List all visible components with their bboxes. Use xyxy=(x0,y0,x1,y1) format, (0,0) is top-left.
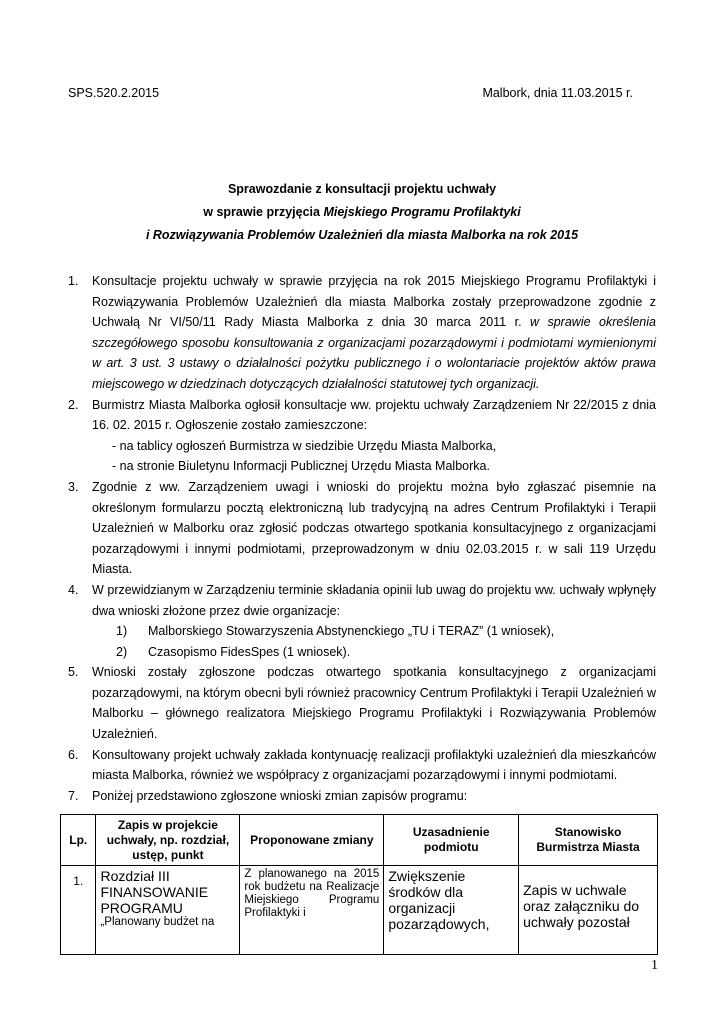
list-item: 7. Poniżej przedstawiono zgłoszone wnioski zmian zapisów programu: xyxy=(68,788,468,803)
reference-number: SPS.520.2.2015 xyxy=(68,86,160,100)
list-item: 2. Burmistrz Miasta Malborka ogłosił konsultacje ww. projektu uchwały Zarządzeniem Nr 22/2015 z dnia 16. 02. 2015 r. Ogłoszenie zostało zamieszczone: - na tablicy ogłoszeń Burmistrza w siedzibie Urzędu Miasta Malborka, - na stronie Biuletynu Informacji Publicznej Urzędu Miasta Malborka. xyxy=(60,395,656,477)
dash-item: - na stronie Biuletynu Informacji Publicznej Urzędu Miasta Malborka. xyxy=(112,459,490,474)
header-lp: Lp. xyxy=(61,815,96,866)
title-line-2: w sprawie przyjęcia Miejskiego Programu Profilaktyki xyxy=(203,205,521,219)
proposals-table xyxy=(60,814,658,955)
list-item: 3. Zgodnie z ww. Zarządzeniem uwagi i wnioski do projektu można było zgłaszać pisemnie na określonym formularzu pocztą elektroniczną lub tradycyjną na adres Centrum Profilaktyki i Terapii Uzależnień w Malborku oraz zgłosić podczas otwartego spotkania konsultacyjnego z organizacjami pozarządowymi i innymi podmiotami, przeprowadzonym w dniu 02.03.2015 r. w sali 119 Urzędu Miasta. xyxy=(68,479,656,577)
cell-zmiany: Z planowanego na 2015 rok budżetu na Realizacje Miejskiego Programu Profilaktyki i xyxy=(240,866,384,955)
cell-lp: 1. xyxy=(61,866,96,955)
sub-item: 1) Malborskiego Stowarzyszenia Abstynenckiego „TU i TERAZ” (1 wniosek), xyxy=(116,624,555,639)
header-stanowisko: Stanowisko Burmistrza Miasta xyxy=(519,815,658,866)
document-body xyxy=(60,271,656,806)
list-item: 4. W przewidzianym w Zarządzeniu terminie składania opinii lub uwag do projektu ww. uchwały wpłynęły dwa wnioski złożone przez dwie organizacje: 1) Malborskiego Stowarzyszenia Abstynenckiego „TU i TERAZ” (1 wniosek), 2) Czasopismo FidesSpes (1 wniosek). xyxy=(60,580,656,662)
header-zmiany: Proponowane zmiany xyxy=(240,815,384,866)
header-zapis: Zapis w projekcie uchwały, np. rozdział, ustęp, punkt xyxy=(96,815,240,866)
cell-stanowisko: Zapis w uchwale oraz załączniku do uchwały pozostał xyxy=(519,866,658,955)
table-row xyxy=(61,866,658,955)
list-item: 6. Konsultowany projekt uchwały zakłada kontynuację realizacji profilaktyki uzależnień dla mieszkańców miasta Malborka, również we współpracy z organizacjami pozarządowymi i innymi podmiotami. xyxy=(68,747,656,783)
cell-zapis: Rozdział III FINANSOWANIE PROGRAMU „Planowany budżet na xyxy=(96,866,240,955)
dash-item: - na tablicy ogłoszeń Burmistrza w siedzibie Urzędu Miasta Malborka, xyxy=(112,438,497,453)
table-header-row xyxy=(61,815,658,866)
cell-uzasadnienie: Zwiększenie środków dla organizacji pozarządowych, xyxy=(384,866,519,955)
header-uzasadnienie: Uzasadnienie podmiotu xyxy=(384,815,519,866)
title-line-1: Sprawozdanie z konsultacji projektu uchwały xyxy=(227,182,497,196)
list-item: 5. Wnioski zostały zgłoszone podczas otwartego spotkania konsultacyjnego z organizacjami pozarządowymi, na którym obecni byli również pracownicy Centrum Profilaktyki i Terapii Uzależnień w Malborku – głównego realizatora Miejskiego Programu Profilaktyki i Rozwiązywania Problemów Uzależnień. xyxy=(68,665,656,742)
page-number: 1 xyxy=(651,958,658,973)
sub-item: 2) Czasopismo FidesSpes (1 wniosek). xyxy=(116,644,351,659)
place-date: Malbork, dnia 11.03.2015 r. xyxy=(482,86,633,100)
document-title xyxy=(60,178,664,247)
title-line-3: i Rozwiązywania Problemów Uzależnień dla miasta Malborka na rok 2015 xyxy=(145,228,579,242)
list-item: 1. Konsultacje projektu uchwały w sprawie przyjęcia na rok 2015 Miejskiego Programu Profilaktyki i Rozwiązywania Problemów Uzależnień dla miasta Malborka zostały przeprowadzone zgodnie z Uchwałą Nr VI/50/11 Rady Miasta Malborka z dnia 30 marca 2011 r. w sprawie określenia szczegółowego sposobu konsultowania z organizacjami pozarządowymi i podmiotami wymienionymi w art. 3 ust. 3 ustawy o działalności pożytku publicznego i o wolontariacie projektów aktów prawa miejscowego w dziedzinach dotyczących działalności statutowej tych organizacji. xyxy=(68,274,656,391)
